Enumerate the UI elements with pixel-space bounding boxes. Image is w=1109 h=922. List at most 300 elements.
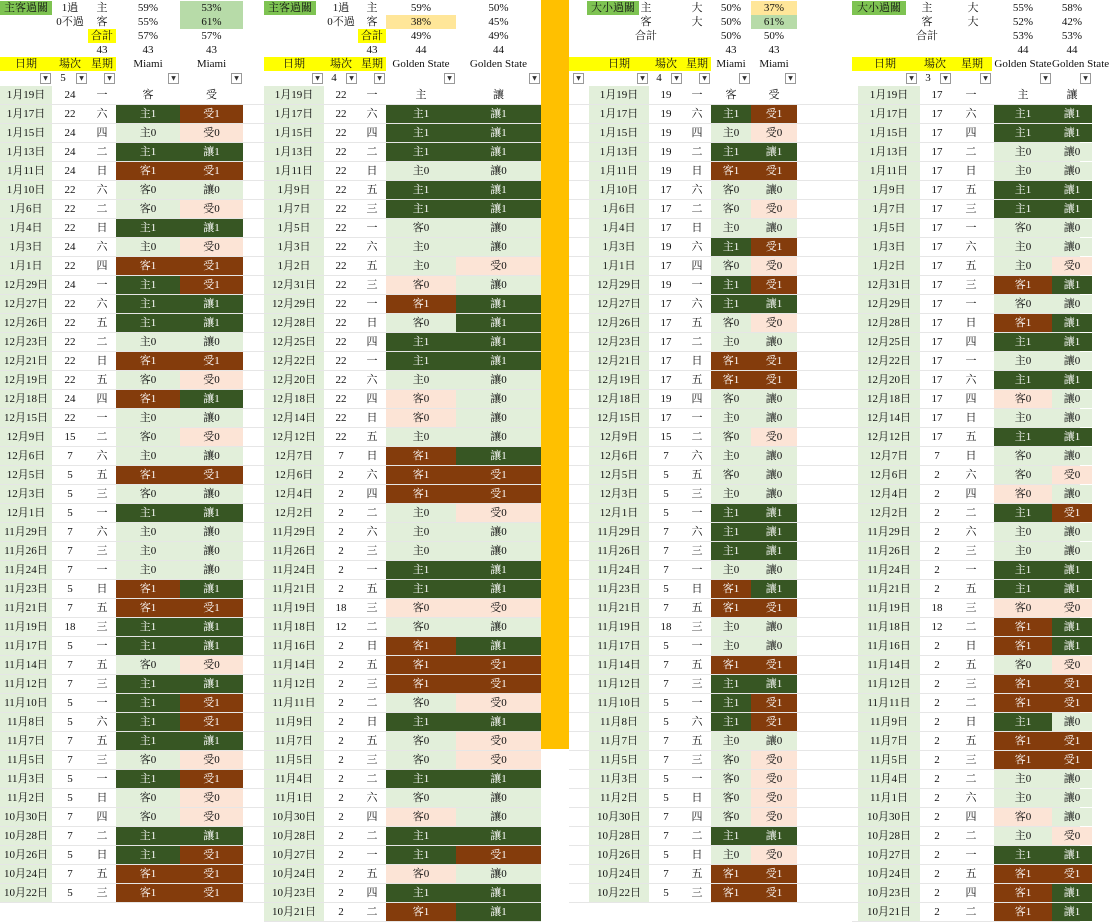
result-cell-b[interactable]: 受0 (1052, 466, 1092, 484)
date-cell[interactable]: 12月6日 (0, 447, 52, 465)
date-cell[interactable]: 1月19日 (0, 86, 52, 104)
result-cell-b[interactable]: 讓1 (1052, 428, 1092, 446)
weekday-cell[interactable]: 日 (691, 849, 703, 861)
result-cell-b[interactable]: 讓1 (1052, 333, 1092, 351)
result-cell-a[interactable]: 客1 (386, 466, 456, 484)
date-cell[interactable]: 12月4日 (858, 485, 920, 503)
weekday-cell[interactable]: 日 (366, 317, 378, 329)
weekday-cell[interactable]: 一 (691, 640, 703, 652)
weekday-cell[interactable]: 五 (691, 374, 703, 386)
weekday-cell[interactable]: 四 (691, 811, 703, 823)
column-header[interactable]: 日期 (264, 57, 324, 71)
game-count-cell[interactable]: 2 (338, 811, 344, 823)
result-cell-a[interactable]: 主0 (116, 409, 180, 427)
game-count-cell[interactable]: 2 (934, 811, 940, 823)
game-count-cell[interactable]: 17 (931, 260, 943, 272)
result-cell-a[interactable]: 主0 (116, 333, 180, 351)
result-cell-a[interactable]: 主0 (994, 827, 1052, 845)
result-cell-b[interactable]: 受 (768, 89, 780, 101)
date-cell[interactable]: 12月4日 (264, 485, 324, 503)
result-cell-a[interactable]: 客1 (711, 580, 751, 598)
weekday-cell[interactable]: 五 (366, 431, 378, 443)
weekday-cell[interactable]: 六 (96, 184, 108, 196)
result-cell-a[interactable]: 客0 (711, 257, 751, 275)
weekday-cell[interactable]: 五 (96, 374, 108, 386)
header-cell[interactable]: 55% (137, 16, 159, 28)
weekday-cell[interactable]: 日 (366, 640, 378, 652)
result-cell-b[interactable]: 讓1 (751, 675, 797, 693)
date-cell[interactable]: 12月20日 (264, 371, 324, 389)
filter-dropdown-icon[interactable]: ▼ (374, 73, 385, 84)
date-cell[interactable]: 11月29日 (589, 523, 649, 541)
result-cell-a[interactable]: 主1 (994, 371, 1052, 389)
weekday-cell[interactable]: 五 (691, 868, 703, 880)
date-cell[interactable]: 10月22日 (0, 884, 52, 902)
result-cell-b[interactable]: 讓 (1066, 89, 1078, 101)
header-cell[interactable]: 43 (96, 44, 108, 56)
result-cell-b[interactable]: 受1 (1052, 694, 1092, 712)
game-count-cell[interactable]: 24 (64, 279, 76, 291)
weekday-cell[interactable]: 三 (691, 545, 703, 557)
game-count-cell[interactable]: 18 (335, 602, 347, 614)
result-cell-b[interactable]: 讓0 (751, 181, 797, 199)
filter-dropdown-icon[interactable]: ▼ (444, 73, 455, 84)
date-cell[interactable]: 11月7日 (0, 732, 52, 750)
filter-dropdown-icon[interactable]: ▼ (1040, 73, 1051, 84)
game-count-cell[interactable]: 5 (663, 488, 669, 500)
game-count-cell[interactable]: 2 (338, 716, 344, 728)
game-count-cell[interactable]: 22 (64, 203, 76, 215)
game-count-cell[interactable]: 17 (660, 203, 672, 215)
weekday-cell[interactable]: 五 (96, 602, 108, 614)
result-cell-a[interactable]: 客 (142, 89, 154, 101)
game-count-cell[interactable]: 22 (64, 260, 76, 272)
weekday-cell[interactable]: 一 (96, 697, 108, 709)
result-cell-a[interactable]: 客0 (994, 656, 1052, 674)
result-cell-a[interactable]: 主0 (386, 428, 456, 446)
date-cell[interactable]: 10月30日 (264, 808, 324, 826)
date-cell[interactable]: 1月1日 (589, 257, 649, 275)
result-cell-b[interactable]: 讓0 (180, 409, 243, 427)
header-cell[interactable]: 大 (691, 16, 703, 28)
game-count-cell[interactable]: 7 (67, 830, 73, 842)
result-cell-a[interactable]: 客1 (994, 732, 1052, 750)
date-cell[interactable]: 11月4日 (858, 770, 920, 788)
game-count-cell[interactable]: 24 (64, 127, 76, 139)
game-count-cell[interactable]: 17 (931, 431, 943, 443)
date-cell[interactable]: 11月29日 (858, 523, 920, 541)
game-count-cell[interactable]: 17 (931, 355, 943, 367)
date-cell[interactable]: 10月30日 (858, 808, 920, 826)
result-cell-a[interactable]: 客0 (711, 466, 751, 484)
weekday-cell[interactable]: 四 (96, 811, 108, 823)
result-cell-a[interactable]: 主0 (711, 485, 751, 503)
header-cell[interactable]: 58% (1061, 2, 1083, 14)
result-cell-a[interactable]: 客0 (386, 390, 456, 408)
weekday-cell[interactable]: 三 (366, 203, 378, 215)
result-cell-a[interactable]: 客0 (116, 428, 180, 446)
game-count-cell[interactable]: 2 (934, 564, 940, 576)
date-cell[interactable]: 1月15日 (264, 124, 324, 142)
weekday-cell[interactable]: 四 (366, 811, 378, 823)
result-cell-a[interactable]: 客1 (386, 485, 456, 503)
game-count-cell[interactable]: 22 (335, 431, 347, 443)
date-cell[interactable]: 10月30日 (589, 808, 649, 826)
game-count-cell[interactable]: 2 (338, 906, 344, 918)
result-cell-b[interactable]: 讓0 (1052, 238, 1092, 256)
result-cell-a[interactable]: 客1 (711, 371, 751, 389)
result-cell-a[interactable]: 客1 (116, 257, 180, 275)
game-count-cell[interactable]: 7 (67, 602, 73, 614)
game-count-cell[interactable]: 17 (660, 222, 672, 234)
result-cell-a[interactable]: 主1 (116, 694, 180, 712)
result-cell-b[interactable]: 讓1 (751, 580, 797, 598)
result-cell-a[interactable]: 主0 (386, 238, 456, 256)
game-count-cell[interactable]: 18 (64, 621, 76, 633)
result-cell-b[interactable]: 讓0 (456, 219, 541, 237)
weekday-cell[interactable]: 日 (366, 450, 378, 462)
result-cell-b[interactable]: 讓1 (751, 504, 797, 522)
date-cell[interactable]: 1月10日 (0, 181, 52, 199)
result-cell-a[interactable]: 客1 (711, 599, 751, 617)
header-cell[interactable] (683, 43, 711, 57)
result-cell-b[interactable]: 讓1 (456, 314, 541, 332)
date-cell[interactable]: 11月3日 (0, 770, 52, 788)
weekday-cell[interactable]: 日 (691, 355, 703, 367)
result-cell-b[interactable]: 受1 (751, 599, 797, 617)
result-cell-b[interactable]: 受1 (180, 352, 243, 370)
result-cell-a[interactable]: 客1 (994, 694, 1052, 712)
weekday-cell[interactable]: 五 (366, 260, 378, 272)
game-count-cell[interactable]: 22 (64, 222, 76, 234)
result-cell-b[interactable]: 讓1 (1052, 846, 1092, 864)
weekday-cell[interactable]: 六 (366, 108, 378, 120)
result-cell-b[interactable]: 受0 (751, 751, 797, 769)
date-cell[interactable]: 12月22日 (858, 352, 920, 370)
header-cell[interactable]: 49% (410, 30, 432, 42)
game-count-cell[interactable]: 5 (67, 488, 73, 500)
result-cell-a[interactable]: 客0 (386, 219, 456, 237)
result-cell-b[interactable]: 受1 (180, 846, 243, 864)
date-cell[interactable]: 11月11日 (264, 694, 324, 712)
result-cell-b[interactable]: 讓1 (456, 884, 541, 902)
result-cell-a[interactable]: 客0 (994, 219, 1052, 237)
header-cell[interactable]: 57% (137, 30, 159, 42)
game-count-cell[interactable]: 22 (335, 108, 347, 120)
date-cell[interactable]: 1月2日 (858, 257, 920, 275)
result-cell-b[interactable]: 讓0 (1052, 523, 1092, 541)
header-cell[interactable]: 53% (180, 1, 243, 15)
result-cell-b[interactable]: 讓0 (751, 219, 797, 237)
result-cell-b[interactable]: 受0 (180, 751, 243, 769)
result-cell-b[interactable]: 讓0 (1052, 770, 1092, 788)
weekday-cell[interactable]: 六 (691, 450, 703, 462)
game-count-cell[interactable]: 22 (335, 241, 347, 253)
game-count-cell[interactable]: 2 (338, 868, 344, 880)
date-cell[interactable]: 11月4日 (264, 770, 324, 788)
game-count-cell[interactable]: 7 (663, 754, 669, 766)
game-count-cell[interactable]: 19 (660, 108, 672, 120)
weekday-cell[interactable]: 六 (965, 526, 977, 538)
weekday-cell[interactable]: 四 (965, 811, 977, 823)
date-cell[interactable]: 11月7日 (589, 732, 649, 750)
weekday-cell[interactable]: 四 (691, 260, 703, 272)
result-cell-b[interactable]: 讓0 (751, 637, 797, 655)
game-count-cell[interactable]: 17 (931, 241, 943, 253)
weekday-cell[interactable]: 日 (366, 716, 378, 728)
result-cell-b[interactable]: 受0 (180, 124, 243, 142)
result-cell-a[interactable]: 主0 (711, 846, 751, 864)
result-cell-b[interactable]: 讓1 (1052, 181, 1092, 199)
date-cell[interactable]: 10月27日 (858, 846, 920, 864)
result-cell-b[interactable]: 受1 (180, 865, 243, 883)
result-cell-b[interactable]: 受1 (1052, 732, 1092, 750)
result-cell-a[interactable]: 主1 (386, 200, 456, 218)
result-cell-a[interactable]: 主1 (994, 504, 1052, 522)
game-count-cell[interactable]: 7 (663, 602, 669, 614)
date-cell[interactable]: 11月18日 (264, 618, 324, 636)
result-cell-b[interactable]: 讓0 (180, 485, 243, 503)
result-cell-b[interactable]: 受1 (751, 276, 797, 294)
weekday-cell[interactable]: 一 (691, 507, 703, 519)
game-count-cell[interactable]: 2 (934, 678, 940, 690)
game-count-cell[interactable]: 7 (67, 545, 73, 557)
weekday-cell[interactable]: 二 (965, 146, 977, 158)
filter-dropdown-icon[interactable]: ▼ (40, 73, 51, 84)
weekday-cell[interactable]: 一 (965, 298, 977, 310)
weekday-cell[interactable]: 三 (691, 678, 703, 690)
weekday-cell[interactable]: 二 (965, 906, 977, 918)
date-cell[interactable]: 11月2日 (589, 789, 649, 807)
date-cell[interactable]: 12月1日 (0, 504, 52, 522)
result-cell-a[interactable]: 主0 (711, 333, 751, 351)
game-count-cell[interactable]: 5 (67, 716, 73, 728)
result-cell-a[interactable]: 客1 (116, 352, 180, 370)
date-cell[interactable]: 11月12日 (264, 675, 324, 693)
column-header[interactable]: 星期 (358, 57, 386, 71)
result-cell-b[interactable]: 受0 (751, 428, 797, 446)
game-count-cell[interactable]: 5 (663, 469, 669, 481)
game-count-cell[interactable]: 22 (64, 108, 76, 120)
date-cell[interactable]: 1月7日 (858, 200, 920, 218)
header-cell[interactable]: 43 (768, 44, 780, 56)
weekday-cell[interactable]: 一 (366, 849, 378, 861)
result-cell-a[interactable]: 客0 (116, 751, 180, 769)
header-cell[interactable]: 大 (967, 2, 979, 14)
result-cell-b[interactable]: 讓 (493, 89, 504, 101)
weekday-cell[interactable]: 日 (96, 355, 108, 367)
weekday-cell[interactable]: 二 (96, 830, 108, 842)
game-count-cell[interactable]: 2 (934, 735, 940, 747)
header-cell[interactable]: 合計 (916, 30, 938, 42)
result-cell-b[interactable]: 讓0 (1052, 713, 1092, 731)
game-count-cell[interactable]: 17 (931, 108, 943, 120)
header-cell[interactable] (609, 43, 683, 57)
date-cell[interactable]: 1月13日 (858, 143, 920, 161)
game-count-cell[interactable]: 17 (931, 222, 943, 234)
result-cell-b[interactable]: 受0 (751, 789, 797, 807)
result-cell-a[interactable]: 主0 (711, 219, 751, 237)
column-header[interactable]: 場次 (52, 57, 88, 71)
date-cell[interactable]: 12月21日 (0, 352, 52, 370)
weekday-cell[interactable]: 六 (366, 374, 378, 386)
date-cell[interactable]: 1月19日 (264, 86, 324, 104)
result-cell-a[interactable]: 主0 (116, 238, 180, 256)
result-cell-b[interactable]: 讓1 (751, 295, 797, 313)
weekday-cell[interactable]: 三 (691, 754, 703, 766)
weekday-cell[interactable]: 一 (366, 222, 378, 234)
weekday-cell[interactable]: 一 (965, 849, 977, 861)
result-cell-b[interactable]: 讓0 (751, 466, 797, 484)
result-cell-a[interactable]: 主0 (386, 542, 456, 560)
date-cell[interactable]: 1月10日 (589, 181, 649, 199)
weekday-cell[interactable]: 二 (96, 203, 108, 215)
result-cell-a[interactable]: 主0 (116, 542, 180, 560)
date-cell[interactable]: 11月8日 (589, 713, 649, 731)
result-cell-b[interactable]: 受0 (180, 656, 243, 674)
result-cell-b[interactable]: 受1 (751, 656, 797, 674)
result-cell-a[interactable]: 客0 (386, 618, 456, 636)
date-cell[interactable]: 1月11日 (264, 162, 324, 180)
game-count-cell[interactable]: 17 (660, 184, 672, 196)
result-cell-a[interactable]: 客1 (116, 580, 180, 598)
header-cell[interactable] (324, 43, 358, 57)
game-count-cell[interactable]: 2 (338, 640, 344, 652)
date-cell[interactable]: 11月17日 (0, 637, 52, 655)
date-cell[interactable]: 11月9日 (858, 713, 920, 731)
result-cell-b[interactable]: 受0 (456, 504, 541, 522)
filter-dropdown-icon[interactable]: ▼ (906, 73, 917, 84)
game-count-cell[interactable]: 22 (335, 89, 347, 101)
weekday-cell[interactable]: 日 (366, 412, 378, 424)
result-cell-a[interactable]: 主1 (386, 884, 456, 902)
weekday-cell[interactable]: 六 (96, 450, 108, 462)
column-header[interactable]: 星期 (952, 57, 992, 71)
result-cell-a[interactable]: 客1 (116, 390, 180, 408)
date-cell[interactable]: 12月29日 (264, 295, 324, 313)
weekday-cell[interactable]: 二 (96, 336, 108, 348)
result-cell-a[interactable]: 客0 (116, 181, 180, 199)
game-count-cell[interactable]: 7 (663, 659, 669, 671)
result-cell-a[interactable]: 主0 (711, 409, 751, 427)
result-cell-b[interactable]: 讓1 (456, 105, 541, 123)
result-cell-b[interactable]: 讓0 (1052, 352, 1092, 370)
game-count-cell[interactable]: 7 (663, 830, 669, 842)
game-count-cell[interactable]: 7 (663, 526, 669, 538)
result-cell-b[interactable]: 讓1 (1052, 903, 1092, 921)
result-cell-a[interactable]: 客0 (386, 314, 456, 332)
result-cell-b[interactable]: 讓0 (456, 428, 541, 446)
result-cell-b[interactable]: 讓1 (1052, 105, 1092, 123)
date-cell[interactable]: 10月21日 (858, 903, 920, 921)
result-cell-b[interactable]: 受0 (1052, 656, 1092, 674)
weekday-cell[interactable]: 日 (691, 165, 703, 177)
weekday-cell[interactable]: 二 (691, 431, 703, 443)
date-cell[interactable]: 1月17日 (264, 105, 324, 123)
result-cell-a[interactable]: 客1 (994, 865, 1052, 883)
weekday-cell[interactable]: 六 (965, 469, 977, 481)
date-cell[interactable]: 12月29日 (589, 276, 649, 294)
date-cell[interactable]: 11月16日 (264, 637, 324, 655)
weekday-cell[interactable]: 一 (96, 773, 108, 785)
result-cell-a[interactable]: 客1 (711, 865, 751, 883)
result-cell-a[interactable]: 主1 (116, 295, 180, 313)
date-cell[interactable]: 10月28日 (858, 827, 920, 845)
result-cell-b[interactable]: 受0 (456, 751, 541, 769)
game-count-cell[interactable]: 17 (931, 203, 943, 215)
game-count-cell[interactable]: 2 (934, 640, 940, 652)
game-count-cell[interactable]: 22 (64, 374, 76, 386)
result-cell-b[interactable]: 受0 (456, 599, 541, 617)
result-cell-b[interactable]: 讓1 (456, 637, 541, 655)
weekday-cell[interactable]: 六 (96, 526, 108, 538)
weekday-cell[interactable]: 四 (366, 488, 378, 500)
game-count-cell[interactable]: 22 (335, 393, 347, 405)
header-cell[interactable] (683, 29, 711, 43)
weekday-cell[interactable]: 五 (366, 659, 378, 671)
result-cell-a[interactable]: 客0 (386, 865, 456, 883)
date-cell[interactable]: 11月1日 (858, 789, 920, 807)
result-cell-a[interactable]: 客0 (994, 466, 1052, 484)
header-cell[interactable]: 42% (1061, 16, 1083, 28)
date-cell[interactable]: 11月1日 (264, 789, 324, 807)
date-cell[interactable]: 11月26日 (589, 542, 649, 560)
weekday-cell[interactable]: 日 (96, 849, 108, 861)
result-cell-a[interactable]: 客1 (386, 447, 456, 465)
result-cell-a[interactable]: 主0 (711, 561, 751, 579)
header-cell[interactable]: 61% (180, 15, 243, 29)
weekday-cell[interactable]: 六 (691, 184, 703, 196)
weekday-cell[interactable]: 二 (965, 507, 977, 519)
date-cell[interactable]: 12月19日 (0, 371, 52, 389)
game-count-cell[interactable]: 22 (335, 412, 347, 424)
header-cell[interactable]: 38% (386, 15, 456, 29)
date-cell[interactable]: 1月15日 (0, 124, 52, 142)
game-count-cell[interactable]: 19 (660, 89, 672, 101)
game-count-cell[interactable]: 19 (660, 279, 672, 291)
weekday-cell[interactable]: 四 (965, 393, 977, 405)
date-cell[interactable]: 12月14日 (858, 409, 920, 427)
game-count-cell[interactable]: 5 (67, 640, 73, 652)
weekday-cell[interactable]: 日 (96, 222, 108, 234)
game-count-cell[interactable]: 2 (934, 754, 940, 766)
result-cell-a[interactable]: 主1 (116, 314, 180, 332)
date-cell[interactable]: 1月11日 (858, 162, 920, 180)
game-count-cell[interactable]: 22 (335, 374, 347, 386)
result-cell-b[interactable]: 讓0 (751, 409, 797, 427)
result-cell-a[interactable]: 主0 (386, 523, 456, 541)
date-cell[interactable]: 11月19日 (0, 618, 52, 636)
date-cell[interactable]: 10月30日 (0, 808, 52, 826)
game-count-cell[interactable]: 2 (934, 488, 940, 500)
result-cell-a[interactable]: 客1 (386, 295, 456, 313)
game-count-cell[interactable]: 7 (67, 735, 73, 747)
result-cell-b[interactable]: 讓0 (1052, 219, 1092, 237)
result-cell-b[interactable]: 讓0 (456, 276, 541, 294)
filter-dropdown-icon[interactable]: ▼ (168, 73, 179, 84)
result-cell-b[interactable]: 讓0 (751, 732, 797, 750)
weekday-cell[interactable]: 四 (965, 488, 977, 500)
weekday-cell[interactable]: 二 (366, 697, 378, 709)
date-cell[interactable]: 11月29日 (264, 523, 324, 541)
weekday-cell[interactable]: 二 (965, 830, 977, 842)
result-cell-b[interactable]: 讓1 (180, 732, 243, 750)
game-count-cell[interactable]: 2 (934, 830, 940, 842)
result-cell-b[interactable]: 讓0 (180, 542, 243, 560)
result-cell-a[interactable]: 主1 (116, 276, 180, 294)
panel-title[interactable]: 大小過關 (587, 1, 639, 15)
column-header[interactable]: 星期 (683, 57, 711, 71)
